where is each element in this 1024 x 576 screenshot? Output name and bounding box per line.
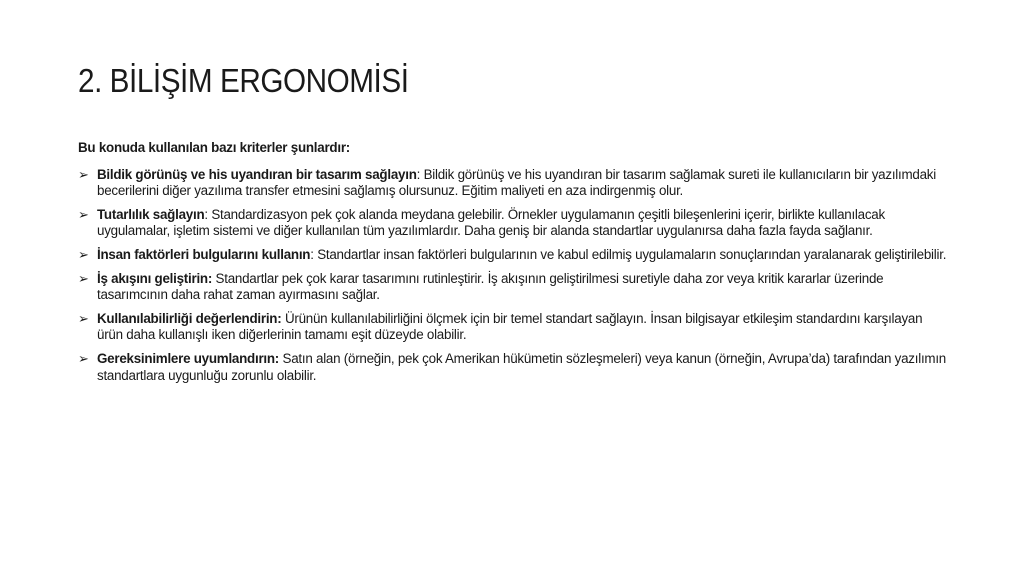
criterion-text: Satın alan (örneğin, pek çok Amerikan hükümetin sözleşmeleri) veya kanun (örneğin, Avrupa’da) tarafından yazılımın standartlara uygunluğu zorunlu olabilir. <box>97 350 946 383</box>
criterion-separator: : <box>416 166 424 182</box>
list-item <box>78 351 948 384</box>
arrow-bullet-icon: ➢ <box>78 246 89 262</box>
criterion-text: Ürünün kullanılabilirliğini ölçmek için bir temel standart sağlayın. İnsan bilgisayar etkileşim standardını karşılayan ürün daha kullanışlı iken diğerlerinin tamamı eşit düzeyde olabilir. <box>97 310 923 343</box>
arrow-bullet-icon: ➢ <box>78 310 89 326</box>
criterion-separator: : <box>204 206 212 222</box>
criterion-text: Standartlar insan faktörleri bulgularının ve kabul edilmiş uygulamaların sonuçlarından yaralanarak geliştirilebilir. <box>317 246 947 262</box>
slide-content <box>78 140 948 391</box>
arrow-bullet-icon: ➢ <box>78 206 89 222</box>
arrow-bullet-icon: ➢ <box>78 270 89 286</box>
criterion-term: Tutarlılık sağlayın <box>97 206 205 222</box>
slide-title: 2. BİLİŞİM ERGONOMİSİ <box>78 62 409 99</box>
list-item <box>78 167 948 200</box>
list-item <box>78 247 948 264</box>
criterion-text: Standardizasyon pek çok alanda meydana gelebilir. Örnekler uygulamanın çeşitli bileşenlerini içerir, birlikte kullanılacak uygulamalar, işletim sistemi ve diğer kullanılan tüm yazılımlardır. Daha geniş bir alanda standartlar uygulanırsa daha fazla fayda sağlanır. <box>97 206 885 239</box>
criterion-term: İş akışını geliştirin: <box>97 270 213 286</box>
list-item <box>78 271 948 304</box>
criterion-term: Kullanılabilirliği değerlendirin: <box>97 310 282 326</box>
criterion-separator: : <box>310 246 318 262</box>
criteria-list <box>78 167 948 385</box>
list-item <box>78 207 948 240</box>
criterion-text: Standartlar pek çok karar tasarımını rutinleştirir. İş akışının geliştirilmesi suretiyle daha zor veya kritik kararlar üzerinde tasarımcının daha rahat zaman ayırmasını sağlar. <box>97 270 884 303</box>
intro-text: Bu konuda kullanılan bazı kriterler şunlardır: <box>78 140 350 155</box>
arrow-bullet-icon: ➢ <box>78 166 89 182</box>
arrow-bullet-icon: ➢ <box>78 350 89 366</box>
list-item <box>78 311 948 344</box>
criterion-term: Bildik görünüş ve his uyandıran bir tasarım sağlayın <box>97 166 417 182</box>
criterion-text: Bildik görünüş ve his uyandıran bir tasarım sağlamak sureti ile kullanıcıların bir yazılımdaki becerilerini diğer yazılıma transfer etmesini sağlamış olursunuz. Eğitim maliyeti en aza indirgenmiş olur. <box>97 166 936 199</box>
criterion-term: Gereksinimlere uyumlandırın: <box>97 350 280 366</box>
criterion-term: İnsan faktörleri bulgularını kullanın <box>97 246 311 262</box>
